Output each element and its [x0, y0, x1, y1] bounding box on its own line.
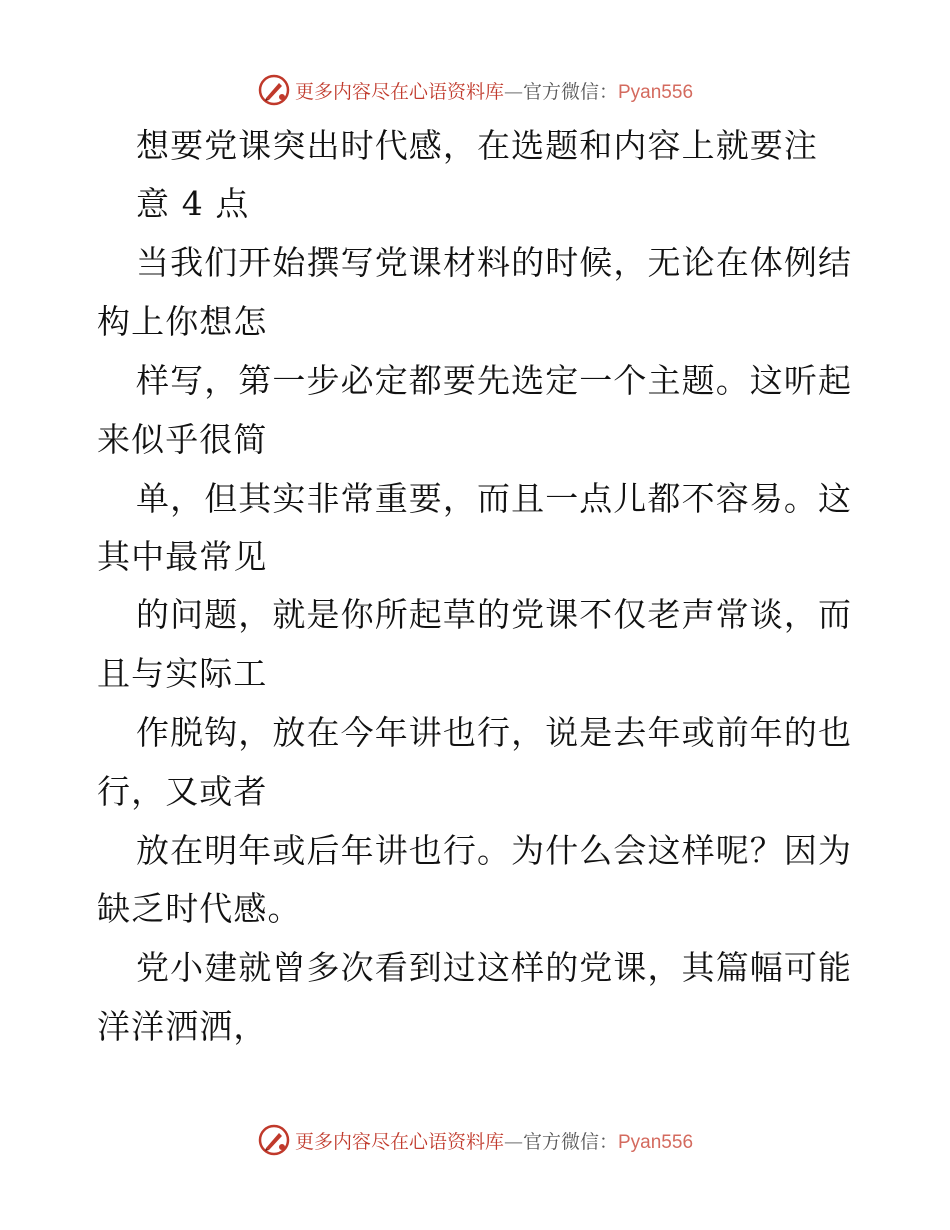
footer-account: Pyan556: [618, 1131, 694, 1153]
pen-logo-icon: [257, 1123, 291, 1157]
footer-label: 官方微信：: [522, 1130, 618, 1153]
header-label: 官方微信：: [522, 80, 618, 103]
body-line: 其中最常见: [97, 537, 268, 576]
body-line: 构上你想怎: [97, 302, 268, 341]
header-account: Pyan556: [618, 81, 694, 103]
body-line: 想要党课突出时代感，在选题和内容上就要注: [136, 126, 818, 165]
body-line: 单，但其实非常重要，而且一点儿都不容易。这: [136, 479, 853, 518]
footer-brand-text: 更多内容尽在心语资料库: [294, 1130, 504, 1153]
body-line: 放在明年或后年讲也行。为什么会这样呢？因为: [136, 831, 853, 870]
body-line: 的问题，就是你所起草的党课不仅老声常谈，而: [136, 595, 853, 634]
footer-separator: —: [503, 1130, 523, 1153]
pen-logo-icon: [257, 73, 291, 107]
footer-watermark: [0, 1120, 950, 1160]
body-line: 且与实际工: [97, 654, 268, 693]
body-line: 行，又或者: [97, 772, 268, 811]
body-line: 缺乏时代感。: [97, 889, 302, 928]
body-line: 来似乎很简: [97, 420, 268, 459]
body-line: 意 4 点: [136, 184, 250, 223]
header-separator: —: [503, 80, 523, 103]
header-watermark: [0, 70, 950, 110]
body-line: 作脱钩，放在今年讲也行，说是去年或前年的也: [136, 713, 853, 752]
body-line: 样写，第一步必定都要先选定一个主题。这听起: [136, 361, 853, 400]
body-line: 党小建就曾多次看到过这样的党课，其篇幅可能: [136, 948, 853, 987]
body-line: 洋洋洒洒，: [97, 1007, 268, 1046]
header-brand-text: 更多内容尽在心语资料库: [294, 80, 504, 103]
body-line: 当我们开始撰写党课材料的时候，无论在体例结: [136, 243, 853, 282]
